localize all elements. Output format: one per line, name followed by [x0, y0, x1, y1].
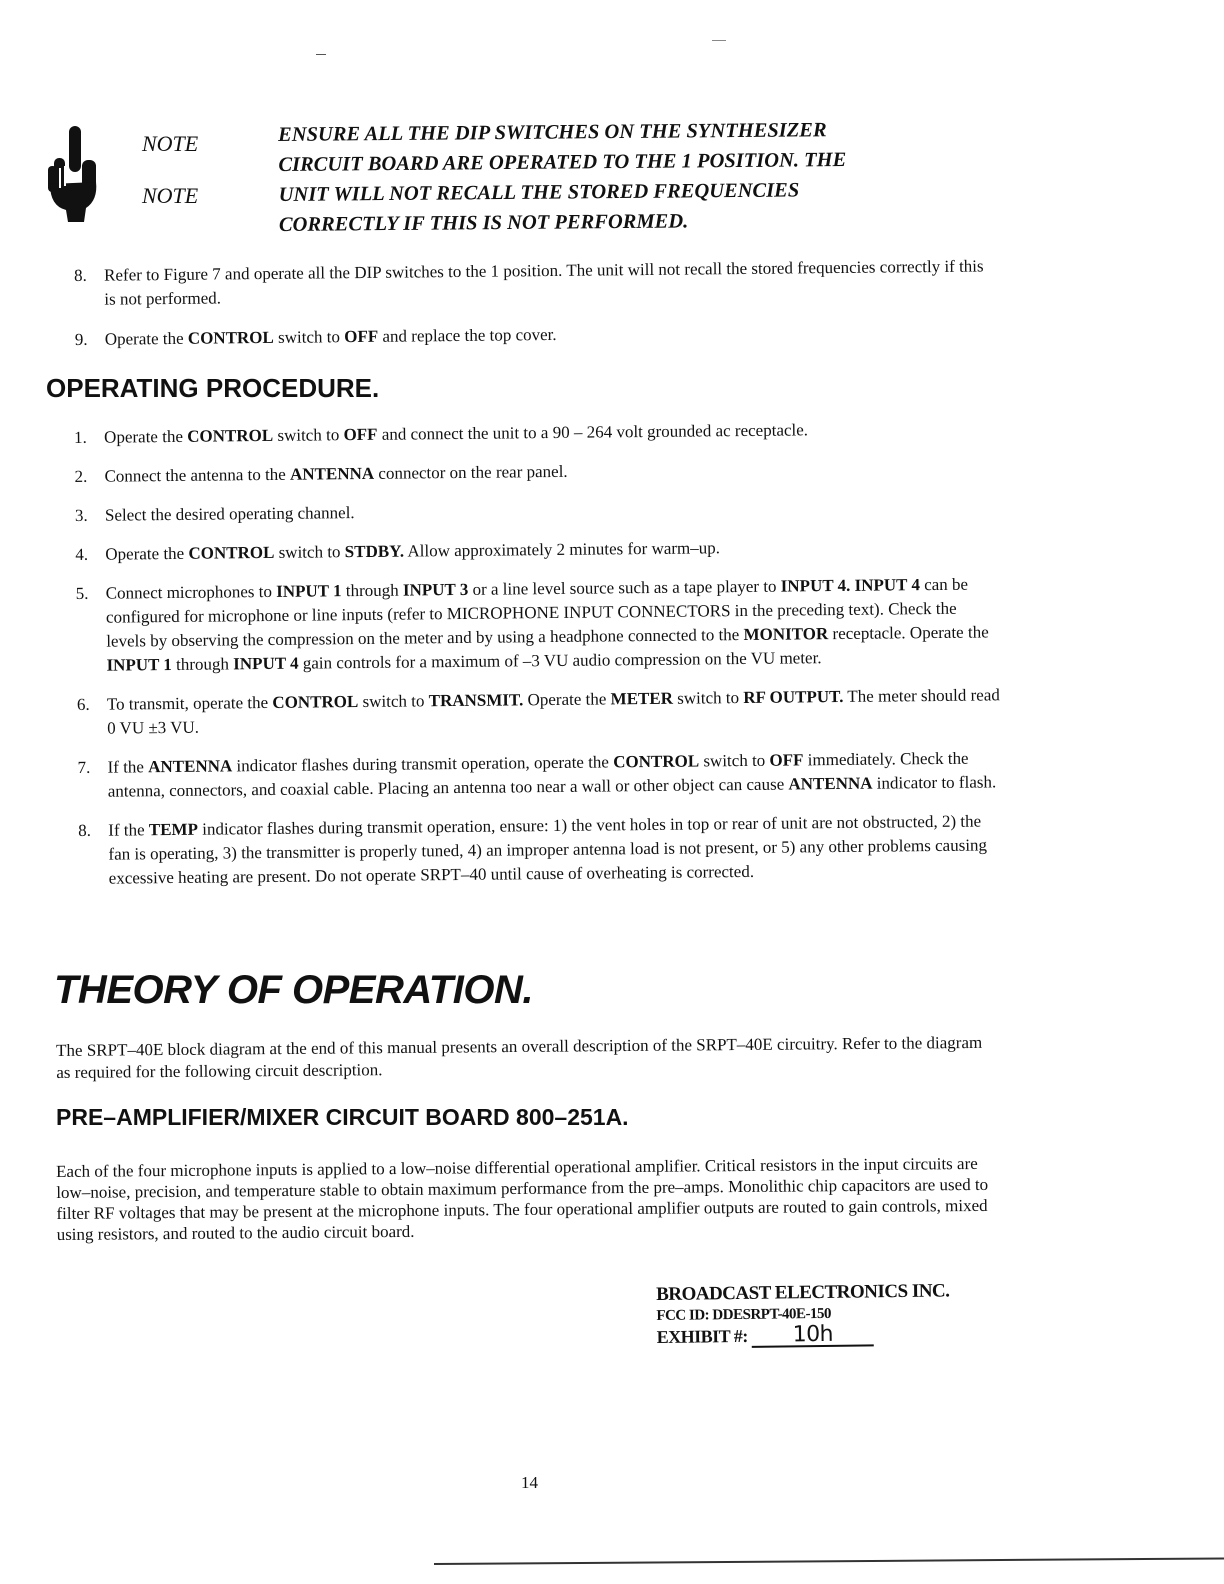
step-number: 6. — [76, 694, 90, 714]
step-text: Operate the CONTROL switch to STDBY. Allow approximately 2 minutes for warm–up. — [105, 538, 721, 564]
step-text: Select the desired operating channel. — [104, 503, 355, 525]
section-heading: PRE–AMPLIFIER/MIXER CIRCUIT BOARD 800–251A. — [56, 1104, 629, 1130]
step-number: 7. — [77, 757, 91, 777]
step-text: If the ANTENNA indicator flashes during transmit operation, operate the CONTROL switch to OFF immediately. Check the antenna, connectors, and coaxial cable. Placing an antenna too near a wall or other object can cause ANTENNA indicator to flash. — [107, 748, 997, 801]
step-text: Operate the CONTROL switch to OFF and replace the top cover. — [104, 324, 557, 349]
note-label: NOTE — [142, 183, 199, 208]
list-item — [74, 254, 998, 312]
scan-rule — [434, 1557, 1224, 1565]
note-label: NOTE — [142, 131, 199, 156]
page-number: 14 — [521, 1473, 538, 1492]
step-number: 8. — [78, 820, 92, 840]
step-number: 8. — [74, 265, 87, 285]
stamp-exhibit-value: 10h — [752, 1324, 874, 1347]
fcc-stamp — [656, 1280, 950, 1349]
step-text: To transmit, operate the CONTROL switch to TRANSMIT. Operate the METER switch to RF OUTPUT. The meter should read 0 VU ±3 VU. — [106, 685, 1000, 738]
step-text: Connect the antenna to the ANTENNA connector on the rear panel. — [104, 461, 568, 486]
list-item — [74, 416, 998, 450]
note-line: CIRCUIT BOARD ARE OPERATED TO THE 1 POSITION. THE — [278, 149, 847, 176]
page-title: THEORY OF OPERATION. — [54, 968, 533, 1012]
step-number: 5. — [75, 583, 89, 603]
stamp-company: BROADCAST ELECTRONICS INC. — [656, 1280, 950, 1305]
stamp-exhibit-row — [657, 1323, 951, 1349]
note-text — [278, 114, 939, 240]
list-item — [77, 746, 1001, 804]
step-number: 4. — [75, 544, 89, 564]
preamp-body: Each of the four microphone inputs is applied to a low–noise differential operational amplifier. Critical resistors in the input circuits are low–noise, precision, and temperature stable to obtain maximum performance from the pre–amps. Monolithic chip capacitors are used to filter RF voltages that may be present at the microphone inputs. The four operational amplifier outputs are routed to gain controls, mixed using resistors, and routed to the audio circuit board. — [56, 1153, 989, 1244]
list-item — [78, 809, 1003, 891]
stamp-fcc-value: DDESRPT-40E-150 — [712, 1305, 832, 1324]
list-item — [77, 683, 1001, 741]
list-item — [75, 533, 999, 567]
pointing-hand-icon — [44, 126, 104, 222]
stamp-exhibit-label: EXHIBIT #: — [656, 1325, 748, 1347]
stamp-fcc-label: FCC ID: — [656, 1307, 710, 1324]
step-text: Refer to Figure 7 and operate all the DIP switches to the 1 position. The unit will not recall the stored frequencies correctly if this is not performed. — [104, 256, 984, 309]
scan-mark — [712, 40, 726, 41]
step-text: Operate the CONTROL switch to OFF and connect the unit to a 90 – 264 volt grounded ac receptacle. — [104, 420, 809, 447]
step-text: If the TEMP indicator flashes during transmit operation, ensure: 1) the vent holes in top or rear of unit are not obstructed, 2) the fan is operating, 3) the transmitter is properly tuned, 4) an improper antenna load is not present, or 5) any other problems causing excessive heating are present. Do not operate SRPT–40 until cause of overheating is corrected. — [108, 811, 988, 888]
scan-mark — [316, 54, 326, 55]
operating-steps-list — [74, 416, 1003, 891]
note-line: CORRECTLY IF THIS IS NOT PERFORMED. — [278, 210, 689, 236]
step-number: 1. — [74, 427, 87, 447]
note-line: ENSURE ALL THE DIP SWITCHES ON THE SYNTHESIZER — [278, 119, 827, 146]
list-item — [76, 572, 1001, 678]
step-number: 9. — [74, 329, 88, 349]
note-line: UNIT WILL NOT RECALL THE STORED FREQUENCIES — [278, 179, 800, 206]
theory-intro: The SRPT–40E block diagram at the end of this manual presents an overall description of the SRPT–40E circuitry. Refer to the diagram as required for the following circuit description. — [56, 1032, 983, 1082]
list-item — [75, 318, 999, 352]
list-item — [74, 455, 998, 489]
step-number: 2. — [74, 466, 88, 486]
step-text: Connect microphones to INPUT 1 through INPUT 3 or a line level source such as a tape player to INPUT 4. INPUT 4 can be configured for microphone or line inputs (refer to MICROPHONE INPUT CONNECTORS in the preceding text). Check the levels by observing the compression on the meter and by using a headphone connected to the MONITOR receptacle. Operate the INPUT 1 through INPUT 4 gain controls for a maximum of –3 VU audio compression on the VU meter. — [105, 574, 989, 675]
step-number: 3. — [74, 505, 88, 525]
section-heading: OPERATING PROCEDURE. — [46, 373, 380, 403]
list-item — [75, 494, 999, 528]
prior-steps-list — [74, 254, 999, 352]
